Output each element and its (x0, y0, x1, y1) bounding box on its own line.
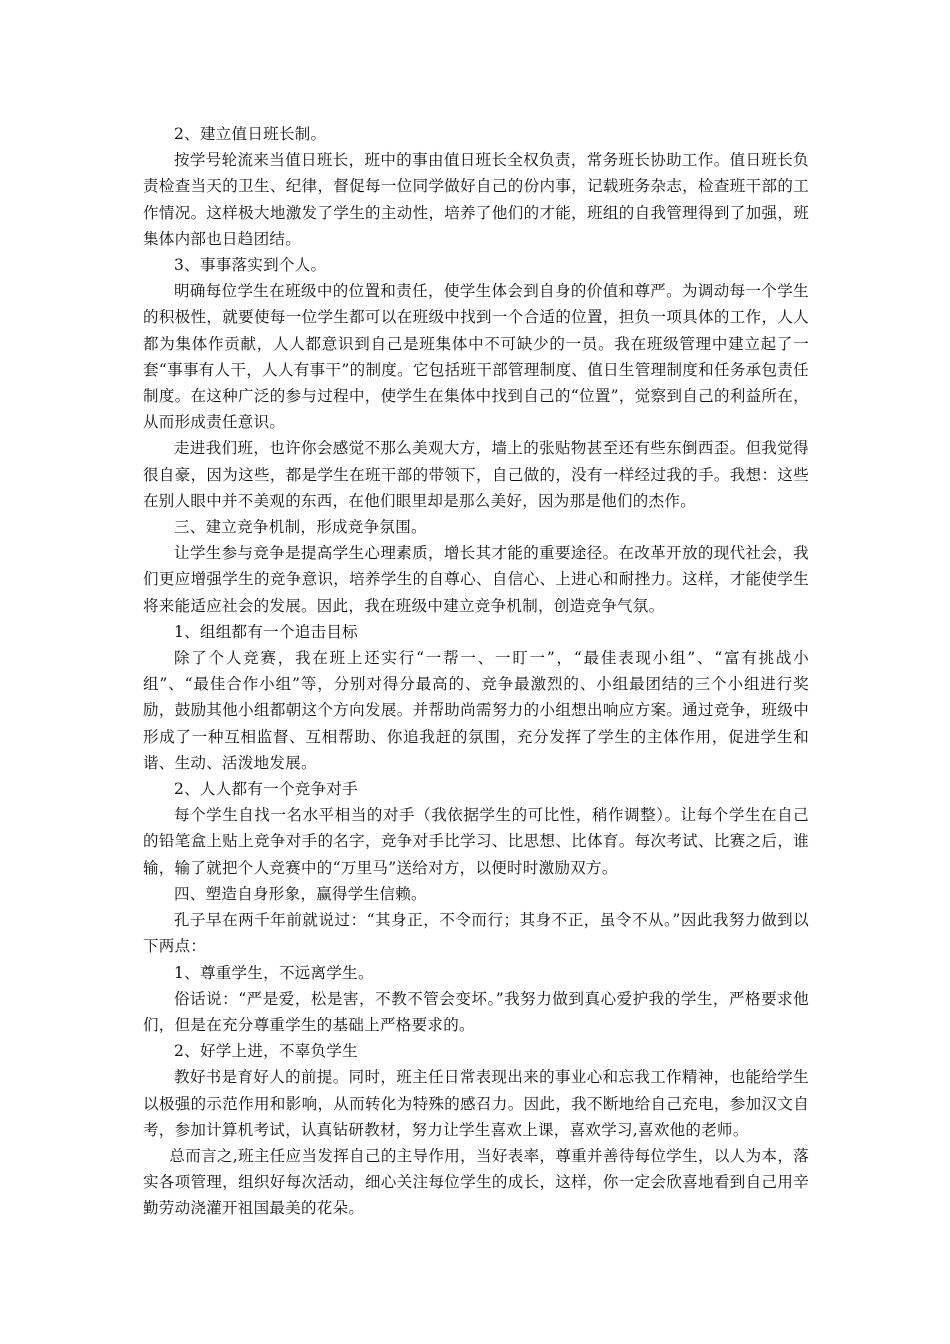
paragraph-tasks-to-individuals: 明确每位学生在班级中的位置和责任，使学生体会到自身的价值和尊严。为调动每一个学生的积极性，就要使每一位学生都可以在班级中找到一个合适的位置，担负一项具体的工作，人人都为集体作贡献，人人都意识到自己是班集体中不可缺少的一员。我在班级管理中建立起了一套“事事有人干，人人有事干”的制度。它包括班干部管理制度、值日生管理制度和任务承包责任制度。在这种广泛的参与过程中，使学生在集体中找到自己的“位置”，觉察到自己的利益所在，从而形成责任意识。 (143, 282, 809, 432)
document-body (143, 121, 809, 1222)
heading-competition-mechanism: 三、建立竞争机制，形成竞争氛围。 (174, 518, 427, 537)
paragraph-duty-monitor: 按学号轮流来当值日班长，班中的事由值日班长全权负责，常务班长协助工作。值日班长负责检查当天的卫生、纪律，督促每一位同学做好自己的份内事，记载班务杂志，检查班干部的工作情况。这样极大地激发了学生的主动性，培养了他们的才能，班组的自我管理得到了加强，班集体内部也日趋团结。 (143, 151, 809, 248)
heading-respect-students: 1、尊重学生，不远离学生。 (174, 963, 374, 982)
heading-keep-learning: 2、好学上进，不辜负学生 (174, 1042, 358, 1061)
paragraph-conclusion: 总而言之,班主任应当发挥自己的主导作用，当好表率，尊重并善待每位学生，以人为本，落实各项管理，组织好每次活动，细心关注每位学生的成长，这样，你一定会欣喜地看到自己用辛勤劳动浇灌开祖国最美的花朵。 (143, 1146, 809, 1218)
paragraph-our-class: 走进我们班，也许你会感觉不那么美观大方，墙上的张贴物甚至还有些东倒西歪。但我觉得很自豪，因为这些，都是学生在班干部的带领下，自己做的，没有一样经过我的手。我想：这些在别人眼中并不美观的东西，在他们眼里却是那么美好，因为那是他们的杰作。 (143, 439, 809, 510)
heading-group-targets: 1、组组都有一个追击目标 (174, 622, 358, 641)
paragraph-competition-mechanism: 让学生参与竞争是提高学生心理素质，增长其才能的重要途径。在改革开放的现代社会，我们更应增强学生的竞争意识，培养学生的自尊心、自信心、上进心和耐挫力。这样，才能使学生将来能适应社会的发展。因此，我在班级中建立竞争机制，创造竞争气氛。 (143, 544, 809, 615)
paragraph-keep-learning: 教好书是育好人的前提。同时，班主任日常表现出来的事业心和忘我工作精神，也能给学生以极强的示范作用和影响，从而转化为特殊的感召力。因此，我不断地给自己充电，参加汉文自考，参加计算机考试，认真钻研教材，努力让学生喜欢上课，喜欢学习,喜欢他的老师。 (143, 1068, 809, 1139)
heading-duty-monitor: 2、建立值日班长制。 (174, 125, 327, 143)
heading-self-image: 四、塑造自身形象，赢得学生信赖。 (174, 884, 427, 903)
heading-rival: 2、人人都有一个竞争对手 (174, 780, 358, 799)
paragraph-rival: 每个学生自找一名水平相当的对手（我依据学生的可比性，稍作调整）。让每个学生在自己的铅笔盒上贴上竞争对手的名字，竞争对手比学习、比思想、比体育。每次考试、比赛之后，谁输，输了就把个人竞赛中的“万里马”送给对方，以便时时激励双方。 (143, 806, 809, 877)
paragraph-group-targets: 除了个人竞赛，我在班上还实行“一帮一、一盯一”，“最佳表现小组”、“富有挑战小组”、“最佳合作小组”等，分别对得分最高的、竞争最激烈的、小组最团结的三个小组进行奖励，鼓励其他小组都朝这个方向发展。并帮助尚需努力的小组想出响应方案。通过竞争，班级中形成了一种互相监督、互相帮助、你追我赶的氛围，充分发挥了学生的主体作用，促进学生和谐、生动、活泼地发展。 (143, 649, 809, 772)
paragraph-confucius: 孔子早在两千年前就说过：“其身正，不令而行；其身不正，虽令不从。”因此我努力做到以下两点： (143, 911, 809, 956)
heading-tasks-to-individuals: 3、事事落实到个人。 (174, 256, 327, 275)
paragraph-respect-students: 俗话说：“严是爱，松是害，不教不管会变坏。”我努力做到真心爱护我的学生，严格要求他们，但是在充分尊重学生的基础上严格要求的。 (143, 989, 809, 1034)
